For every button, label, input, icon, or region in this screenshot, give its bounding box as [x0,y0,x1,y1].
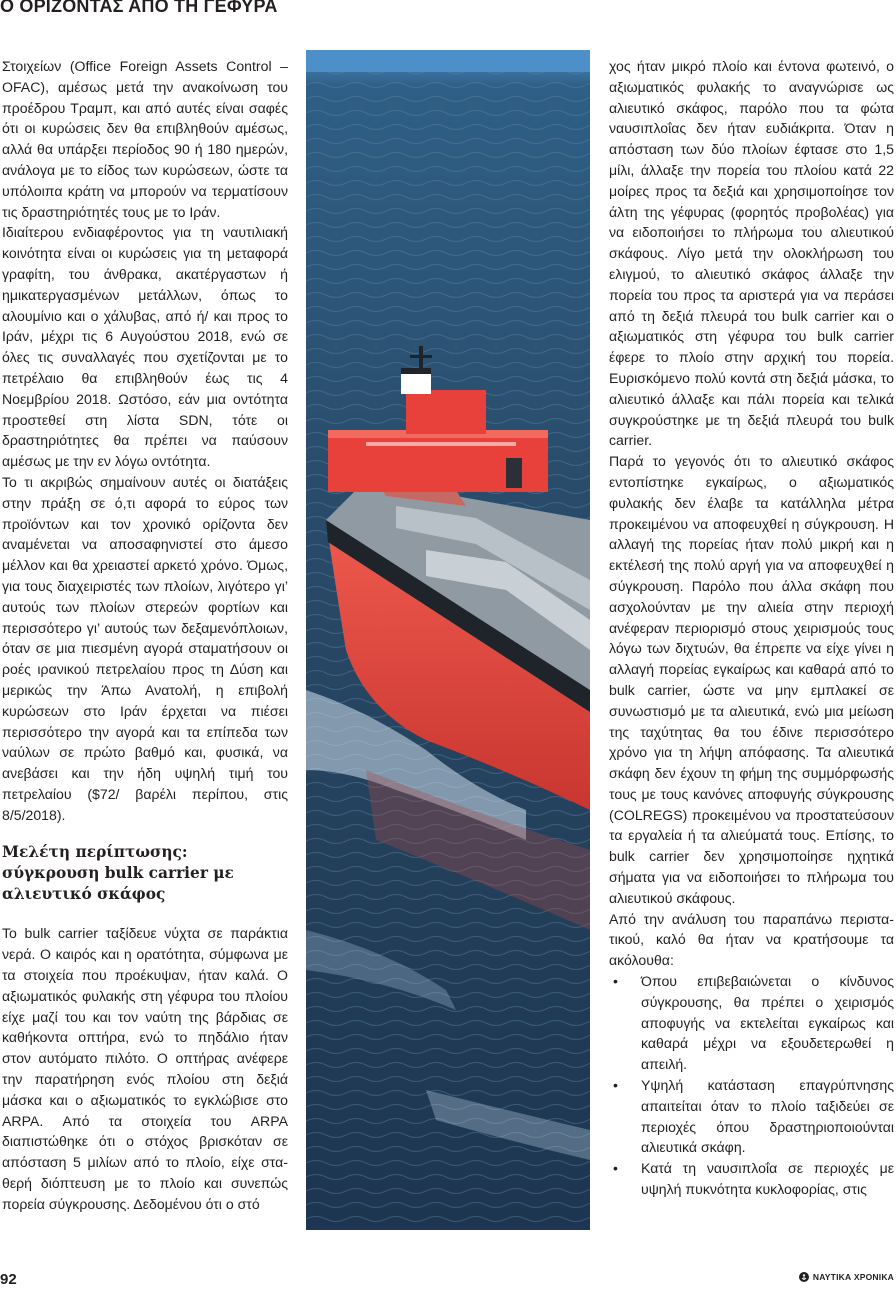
publication-name: ΝΑΥΤΙΚΑ ΧΡΟΝΙΚΑ [812,1272,894,1282]
case-study-subheading: Μελέτη περίπτωσης: σύγκρουση bulk carrier με αλιευτικό σκάφος [2,843,234,904]
right-paragraph-2: Παρά το γεγονός ότι το αλιευτικό σκάφος εντοπίστηκε εγκαίρως, ο αξιωματικός φυλακής δεν έλαβε τα κατάλληλα μέτρα προκειμένου να αποφευχθεί η σύγκρουση. Η αλλαγή της πορείας ήταν πολύ μικρή και η εκτέλεσή της πολύ αργή για να αποφευχθεί η σύγκρουση. Παρόλο που άλλα σκάφη που ασχολούνταν με την αλιεία στην περιοχή ανέφεραν περιορισμό στους χειρισμούς τους λόγω των διχτυών, θα έπρεπε να είχε γίνει η αλλαγή πορείας εγκαίρως και καθαρά από το bulk carrier, ώστε να μην εμπλακεί σε συνωστισμό με τα αλιευτικά, ενώ μια μείωση της ταχύτητας θα του έδινε περισσότερο χρόνο για τη λήψη απόφασης. Τα αλιευτικά σκάφη δεν έχουν τη φήμη της συμμόρφωσής τους με τους κανόνες αποφυγής σύγκρουσης (COLREGS) προκειμένου να προστατεύσουν τα εργαλεία ή τα αλιεύματά τους. Επίσης, το bulk carrier δεν χρησιμοποίησε ηχητικά σήματα για να ειδοποιήσει το πλήρωμα του αλιευτικού σκάφους. [609,453,894,906]
ship-photo [306,50,590,1230]
left-paragraph-2: Ιδιαίτερου ενδιαφέροντος για τη ναυτιλιακή κοινότητα είναι οι κυρώσεις για τη μεταφορά γραφίτη, του άνθρακα, ακατέργαστων ή ημικατεργασμένων μετάλλων, όπως το αλουμίνιο και ο χάλυβας, από ή/ και προς το Ιράν, μέχρι τις 6 Αυγούστου 2018, ενώ σε όλες τις συναλλαγές που σχετίζονται με το πετρέλαιο θα επιβληθούν έως τις 4 Νοεμβρίου 2018. Ωστόσο, εάν μια οντότητα προστεθεί στη λίστα SDN, τότε οι δραστηριότητες θα πρέπει να παύσουν αμέσως με την εν λόγω οντότητα. [2,224,288,470]
list-item-text: Κατά τη ναυσιπλοΐα σε περιοχές με υψηλή πυκνότητα κυκλοφορίας, στις [641,1160,894,1198]
list-item-text: Υψηλή κατάσταση επαγρύπνησης απαιτείται όταν το πλοίο ταξιδεύει σε περιοχές όπου δραστηριοποιούνται αλιευτικά σκάφη. [641,1077,894,1156]
bullet-icon: • [613,1077,618,1094]
right-column [609,56,894,1200]
left-paragraph-3: Το τι ακριβώς σημαίνουν αυτές οι διατάξεις στην πράξη σε ό,τι αφορά το εύρος των προϊόντων και τον χρονικό ορίζοντα δεν αναμένεται να αποσαφηνιστεί στο άμεσο μέλλον και θα χρειαστεί αρκετό χρόνο. Όμως, για τους διαχειριστές των πλοίων, λιγότερο γι’ αυτούς των πλοίων στερεών φορτίων και περισσότερο γι’ αυτούς των δεξαμενόπλοιων, όταν σε μια πιεσμένη αγορά σταματήσουν οι ροές ιρανικού πετρελαίου προς τη Δύση και μερικώς την Άπω Ανατολή, η επιβολή κυρώσεων στο Ιράν έρχεται να πιέσει περισσότερο την αγορά και τα επίπεδα των ναύλων σε πρώτο βαθμό και, φυσικά, να ανεβάσει και την ήδη υψηλή τιμή του πετρελαίου ($72/ βαρέλι περίπου, στις 8/5/2018). [2,473,288,823]
right-paragraph-1: χος ήταν μικρό πλοίο και έντονα φωτεινό, ο αξιωματικός φυλακής το αναγνώρισε ως αλιευτικό σκάφος, παρόλο που τα φώτα ναυσιπλοΐας δεν ήταν ευδιάκριτα. Όταν η απόσταση των δύο πλοίων έφτασε στο 1,5 μίλι, άλλαξε την πορεία του πλοίου κατά 22 μοίρες προς τα δεξιά και χρησιμοποίησε τον άλτη της γέφυρας (φορητός προβολέας) για να ειδοποιήσει το πλήρωμα του αλιευτικού σκάφους. Λίγο μετά την ολοκλήρωση του ελιγμού, το αλιευτικό σκάφος άλλαξε την πορεία του προς τα αριστερά για να περάσει από τη δεξιά πλευρά του bulk carrier και ο αξιωματικός στη γέφυρα του bulk carrier έφερε το πλοίο στην αρχική του πορεία. Ευρισκόμενο πολύ κοντά στη δεξιά μάσκα, το αλιευτικό άλλαξε και πάλι πορεία και τελικά συγκρούστηκε με τη δεξιά πλευρά του bulk carrier. [609,58,894,449]
right-paragraph-3: Από την ανάλυση του παραπάνω περιστατικού, καλό θα ήταν να κρατήσουμε τα ακόλουθα: [609,910,894,969]
bullet-icon: • [613,973,618,990]
bullet-icon: • [613,1160,618,1177]
list-item-text: Όπου επιβεβαιώνεται ο κίνδυνος σύγκρουσης, θα πρέπει ο χειρισμός αποφυγής να εκτελείται εγκαίρως και καθαρά μέχρι να εξουδετερωθεί η απειλή. [641,973,894,1073]
list-item [609,1075,894,1158]
anchor-logo-icon [799,1272,809,1282]
left-paragraph-1: Στοιχείων (Office Foreign Assets Control – OFAC), αμέσως μετά την ανακοίνωση του προέδρου Τραμπ, και από αυτές είναι σαφές ότι οι κυρώσεις δεν θα επιβληθούν αμέσως, αλλά θα υπάρξει περίοδος 90 ή 180 ημερών, ανάλογα με το είδος των κυρώσεων, ώστε τα υπόλοιπα κράτη να μπορούν να τερματίσουν τις δραστηριότητές τους με το Ιράν. [2,58,288,220]
page-number: 92 [0,1271,17,1288]
list-item [609,1158,894,1200]
publication-brand [799,1272,894,1282]
running-head: Ο ΟΡΙΖΟΝΤΑΣ ΑΠΟ ΤΗ ΓΕΦΥΡΑ [0,0,278,16]
left-paragraph-4: Το bulk carrier ταξίδευε νύχτα σε παράκτια νερά. Ο καιρός και η ορατότητα, σύμφωνα με τα στοιχεία που προέκυψαν, ήταν καλά. Ο αξιωματικός φυλακής στη γέφυρα του πλοίου είχε μαζί του και τον ναύτη της βάρδιας σε καθήκοντα οπτήρα, ενώ το πηδάλιο ήταν στον αυτόματο πιλότο. Ο οπτήρας ανέφερε την παρατήρηση ενός πλοίου στη δεξιά μάσκα και ο αξιωματικός το εγκλώβισε στο ARPA. Από τα στοιχεία του ARPA διαπιστώθηκε ότι ο στόχος βρισκόταν σε απόσταση 5 μιλίων από το πλοίο, είχε σταθερή διόπτευση με το πλοίο και συνεπώς πορεία σύγκρουσης. Δεδομένου ότι ο στό [2,925,288,1212]
left-column [2,56,288,1215]
takeaways-list [609,971,894,1200]
list-item [609,971,894,1075]
